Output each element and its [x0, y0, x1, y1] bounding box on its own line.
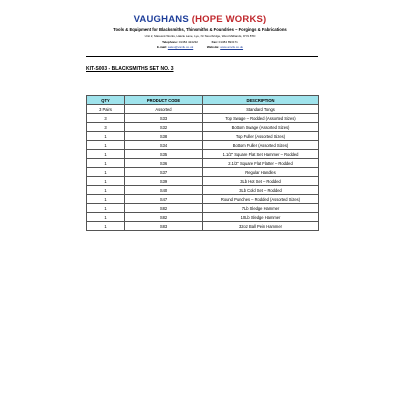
table-row	[87, 114, 319, 123]
table-row	[87, 222, 319, 231]
company-address: Unit 2, Maresnk Works, Hatcle Lane, Lye, Nr Stourbridge, West Midlands, DY9 8TD	[144, 34, 256, 38]
description-cell: 3Lb Hot Set – Rodded	[203, 177, 319, 186]
description-cell: Standard Tongs	[203, 105, 319, 114]
table-row	[87, 195, 319, 204]
description-cell: Top Fuller (Assorted Sizes)	[203, 132, 319, 141]
table-row	[87, 105, 319, 114]
product-code-cell: S35	[125, 150, 203, 159]
product-code-cell: S82	[125, 204, 203, 213]
product-code-cell: S82	[125, 213, 203, 222]
description-cell: Round Punches – Rodded (Assorted Sizes)	[203, 195, 319, 204]
description-cell: 1.1/2" Square Flat Set Hammer – Rodded	[203, 150, 319, 159]
column-header-qty: QTY	[87, 96, 125, 105]
company-name-suffix: (HOPE WORKS)	[191, 14, 267, 25]
table-row	[87, 150, 319, 159]
email-web-line	[0, 45, 400, 49]
description-cell: 2.1/2" Square Flat Flatter – Rodded	[203, 159, 319, 168]
qty-cell: 1	[87, 132, 125, 141]
email-label: E-mail:	[156, 45, 167, 49]
qty-cell: 3 Pairs	[87, 105, 125, 114]
description-cell: 32oz Ball Pein Hammer	[203, 222, 319, 231]
qty-cell: 1	[87, 204, 125, 213]
qty-cell: 1	[87, 168, 125, 177]
table-row	[87, 186, 319, 195]
qty-cell: 1	[87, 222, 125, 231]
product-code-cell: S34	[125, 141, 203, 150]
header-divider	[86, 56, 318, 57]
table-row	[87, 132, 319, 141]
product-code-cell: Assorted	[125, 105, 203, 114]
description-cell: 10Lb Sledge Hammer	[203, 213, 319, 222]
description-cell: 3Lb Cold Set – Rodded	[203, 186, 319, 195]
table-row	[87, 159, 319, 168]
kit-title: KIT-S003 - BLACKSMITHS SET NO. 3	[86, 66, 174, 72]
website-label: Website:	[206, 45, 220, 49]
table-header-row	[87, 96, 319, 105]
description-cell: Regular Handles	[203, 168, 319, 177]
email-link[interactable]: sales@vanfu.co.uk	[167, 45, 194, 49]
product-code-cell: S33	[125, 114, 203, 123]
letterhead	[0, 14, 400, 49]
fax-label: Fax:	[211, 39, 218, 44]
website-link[interactable]: www.anvils.co.uk	[220, 45, 244, 49]
table-row	[87, 204, 319, 213]
phone-fax-line	[0, 40, 400, 44]
table-row	[87, 168, 319, 177]
qty-cell: 1	[87, 177, 125, 186]
telephone-label: Telephone:	[162, 39, 178, 44]
qty-cell: 1	[87, 159, 125, 168]
qty-cell: 3	[87, 123, 125, 132]
product-code-cell: S36	[125, 159, 203, 168]
qty-cell: 1	[87, 213, 125, 222]
product-code-cell: S47	[125, 195, 203, 204]
description-cell: Bottom Swage (Assorted Sizes)	[203, 123, 319, 132]
product-code-cell: S40	[125, 186, 203, 195]
product-code-cell: S38	[125, 132, 203, 141]
qty-cell: 1	[87, 150, 125, 159]
kit-contents-table	[86, 95, 319, 231]
qty-cell: 1	[87, 195, 125, 204]
table-row	[87, 213, 319, 222]
qty-cell: 1	[87, 186, 125, 195]
product-code-cell: S39	[125, 177, 203, 186]
description-cell: Bottom Fuller (Assorted Sizes)	[203, 141, 319, 150]
qty-cell: 1	[87, 141, 125, 150]
company-name-main: VAUGHANS	[133, 14, 189, 25]
product-code-cell: S37	[125, 168, 203, 177]
company-tagline: Tools & Equipment for Blacksmiths, Thinsmiths & Foundries – Forgings & Fabrications	[113, 27, 287, 32]
column-header-product-code: PRODUCT CODE	[125, 96, 203, 105]
table-row	[87, 177, 319, 186]
description-cell: Top Swage – Rodded (Assorted Sizes)	[203, 114, 319, 123]
table-row	[87, 141, 319, 150]
column-header-description: DESCRIPTION	[203, 96, 319, 105]
fax-value: 01384 893171	[218, 39, 238, 44]
telephone-value: 01384 424232	[178, 39, 198, 44]
company-name	[0, 14, 400, 25]
table-row	[87, 123, 319, 132]
qty-cell: 3	[87, 114, 125, 123]
product-code-cell: S32	[125, 123, 203, 132]
product-code-cell: S83	[125, 222, 203, 231]
description-cell: 7Lb Sledge Hammer	[203, 204, 319, 213]
